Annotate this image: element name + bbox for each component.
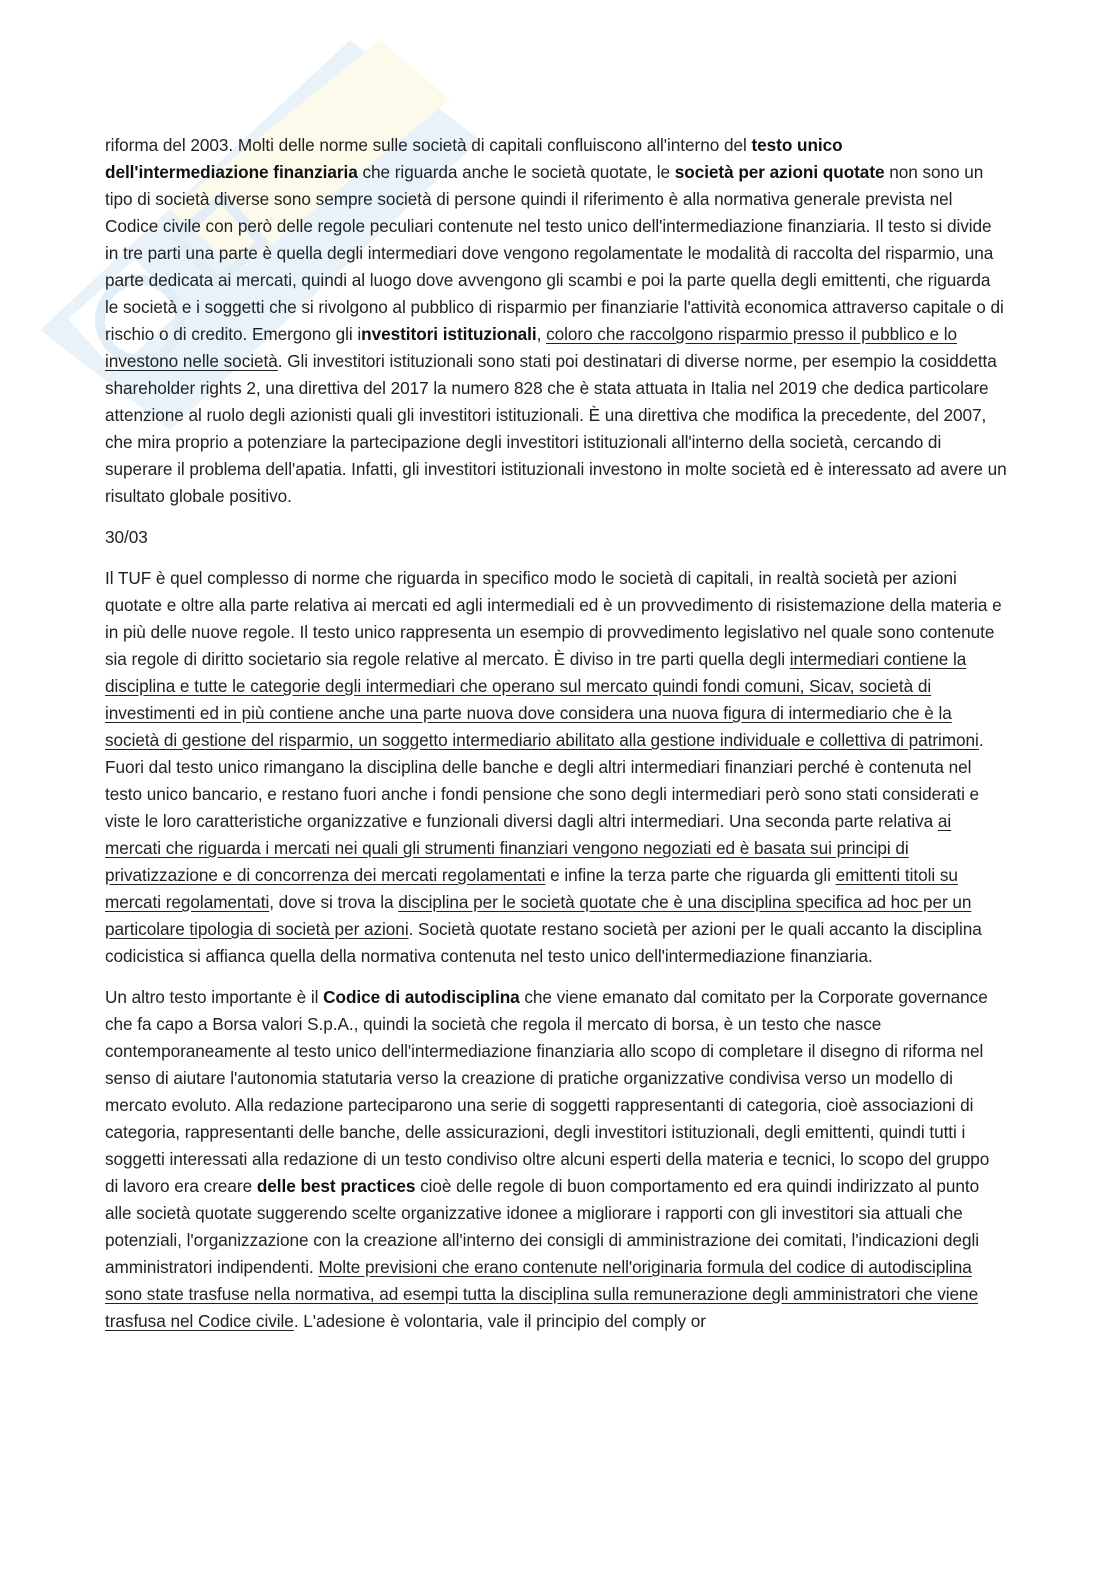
underlined-text: intermediari contiene la disciplina e tutte le categorie degli intermediari che operano sul mercato quindi fondi comuni, Sicav, società di investimenti ed in più contiene anche una parte nuova dove considera una nuova figura di intermediario che è la società di gestione del risparmio, un soggetto intermediario abilitato alla gestione individuale e collettiva di patrimoni: [105, 649, 979, 750]
paragraph: [105, 984, 1007, 1335]
text-run: riforma del 2003. Molti delle norme sulle società di capitali confluiscono all'interno del: [105, 135, 752, 155]
underlined-text: emittenti titoli su mercati regolamentati: [105, 865, 958, 912]
paragraph: [105, 565, 1007, 970]
text-run: cioè delle regole di buon comportamento ed era quindi indirizzato al punto alle società quotate suggerendo scelte organizzative idonee a migliorare i rapporti con gli investitori sia attuali che potenziali, l'organizzazione con la creazione all'interno dei consigli di amministrazione dei comitati, l'indicazioni degli amministratori indipendenti.: [105, 1176, 980, 1277]
text-run: che viene emanato dal comitato per la Corporate governance che fa capo a Borsa valori S.p.A., quindi la società che regola il mercato di borsa, è un testo che nasce contemporaneamente al testo unico dell'intermediazione finanziaria allo scopo di completare il disegno di riforma nel senso di aiutare l'autonomia statutaria verso la creazione di pratiche organizzative condivisa verso un modello di mercato evoluto. Alla redazione parteciparono una serie di soggetti rappresentanti di categoria, cioè associazioni di categoria, rappresentanti delle banche, delle assicurazioni, degli investitori istituzionali, degli emittenti, quindi tutti i soggetti interessati alla redazione di un testo condiviso oltre alcuni esperti della materia e tecnici, lo scopo del gruppo di lavoro era creare: [105, 987, 990, 1196]
bold-text: società per azioni quotate: [674, 162, 885, 182]
text-run: che riguarda anche le società quotate, le: [357, 162, 675, 182]
underlined-text: disciplina per le società quotate che è una disciplina specifica ad hoc per un particolare tipologia di società per azioni: [105, 892, 972, 939]
paragraph: [105, 524, 1007, 551]
text-run: . Fuori dal testo unico rimangano la disciplina delle banche e degli altri intermediari finanziari perché è contenuta nel testo unico bancario, e restano fuori anche i fondi pensione che sono degli intermediari però sono stati considerati e viste le loro caratteristiche organizzative e funzionali diversi dagli altri intermediari. Una seconda parte relativa: [105, 730, 984, 831]
underlined-text: ai mercati che riguarda i mercati nei quali gli strumenti finanziari vengono negoziati ed è basata sui principi di privatizzazione e di concorrenza dei mercati regolamentati: [105, 811, 952, 885]
bold-text: testo unico dell'intermediazione finanziaria: [105, 135, 843, 182]
bold-text: Codice di autodisciplina: [323, 987, 520, 1007]
text-run: Il TUF è quel complesso di norme che riguarda in specifico modo le società di capitali, in realtà società per azioni quotate e oltre alla parte relativa ai mercati ed agli intermediali ed è un provvedimento di risistemazione della materia e in più delle nuove regole. Il testo unico rappresenta un esempio di provvedimento legislativo nel quale sono contenute sia regole di diritto societario sia regole relative al mercato. È diviso in tre parti quella degli: [105, 568, 1002, 669]
paragraph: [105, 132, 1007, 510]
text-run: 30/03: [105, 527, 148, 547]
text-run: . L'adesione è volontaria, vale il principio del comply or: [293, 1311, 706, 1331]
text-run: ,: [536, 324, 547, 344]
underlined-text: coloro che raccolgono risparmio presso il pubblico e lo investono nelle società: [105, 324, 957, 371]
text-run: non sono un tipo di società diverse sono sempre società di persone quindi il riferimento è alla normativa generale prevista nel Codice civile con però delle regole peculiari contenute nel testo unico dell'intermediazione finanziaria. Il testo si divide in tre parti una parte è quella degli intermediari dove vengono regolamentate le modalità di raccolta del risparmio, una parte dedicata ai mercati, quindi al luogo dove avvengono gli scambi e poi la parte quella degli emittenti, che riguarda le società e i soggetti che si rivolgono al pubblico di risparmio per finanziarie l'attività economica attraverso capitale o di rischio o di credito. Emergono gli i: [105, 162, 1004, 344]
text-run: Un altro testo importante è il: [105, 987, 324, 1007]
text-run: e infine la terza parte che riguarda gli: [545, 865, 836, 885]
document-body: [105, 132, 1007, 1349]
bold-text: nvestitori istituzionali: [361, 324, 537, 344]
bold-text: delle best practices: [256, 1176, 416, 1196]
text-run: . Gli investitori istituzionali sono stati poi destinatari di diverse norme, per esempio la cosiddetta shareholder rights 2, una direttiva del 2017 la numero 828 che è stata attuata in Italia nel 2019 che dedica particolare attenzione al ruolo degli azionisti quali gli investitori istituzionali. È una direttiva che modifica la precedente, del 2007, che mira proprio a potenziare la partecipazione degli investitori istituzionali all'interno della società, cercando di superare il problema dell'apatia. Infatti, gli investitori istituzionali investono in molte società ed è interessato ad avere un risultato globale positivo.: [105, 351, 1007, 506]
underlined-text: Molte previsioni che erano contenute nell'originaria formula del codice di autodisciplina sono state trasfuse nella normativa, ad esempi tutta la disciplina sulla remunerazione degli amministratori che viene trasfusa nel Codice civile: [105, 1257, 979, 1331]
text-run: . Società quotate restano società per azioni per le quali accanto la disciplina codicistica si affianca quella della normativa contenuta nel testo unico dell'intermediazione finanziaria.: [105, 919, 982, 966]
text-run: , dove si trova la: [269, 892, 399, 912]
